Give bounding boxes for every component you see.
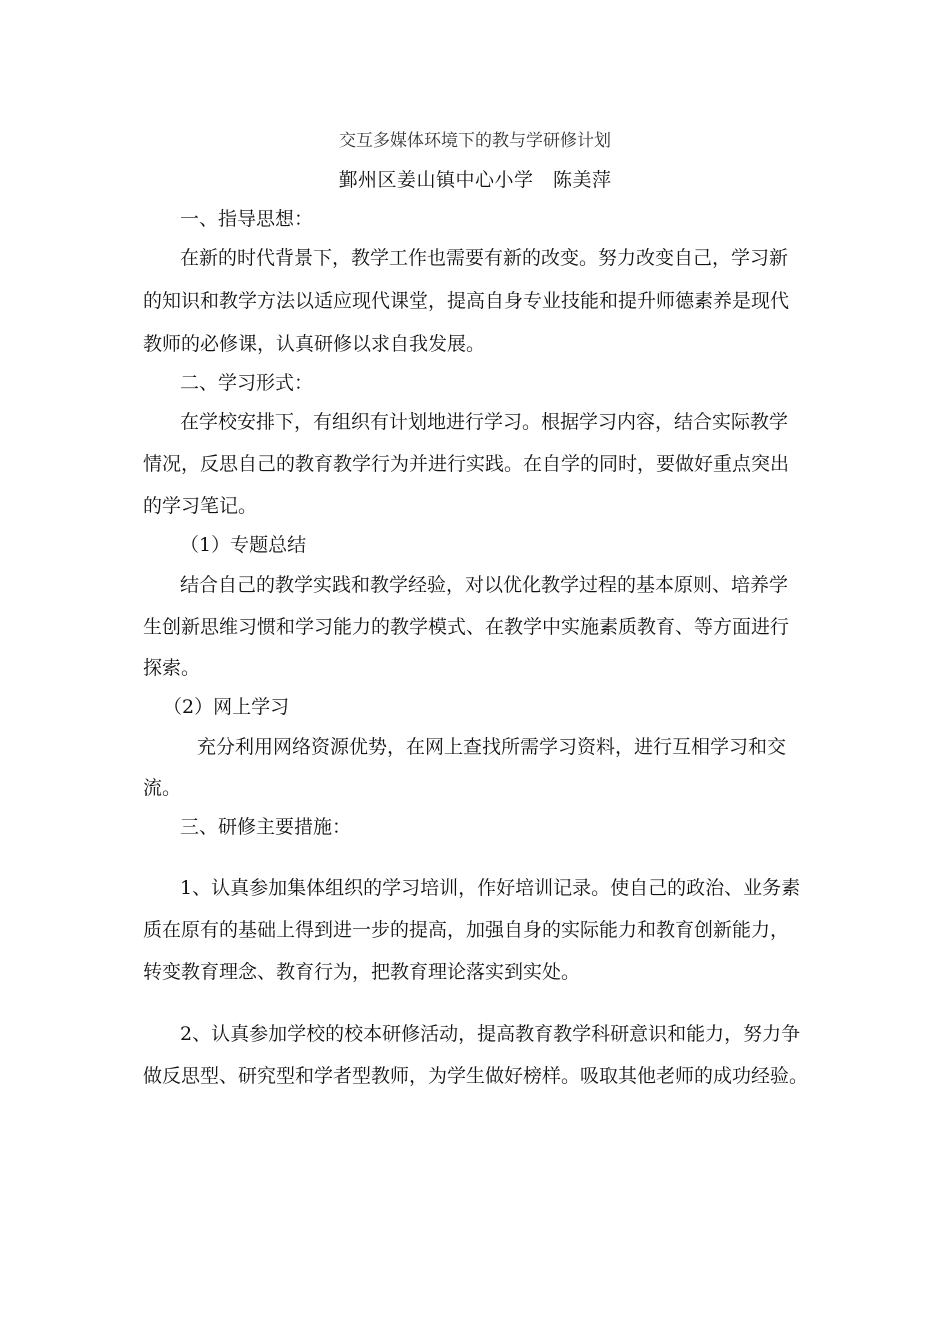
paragraph-line: 的学习笔记。	[143, 495, 258, 517]
subheading-topic-summary: （1）专题总结	[180, 534, 307, 556]
paragraph-line: 1、认真参加集体组织的学习培训，作好培训记录。使自己的政治、业务素	[180, 877, 801, 899]
paragraph-line: 结合自己的教学实践和教学经验，对以优化教学过程的基本原则、培养学	[180, 574, 789, 596]
subheading-online-learning: （2）网上学习	[163, 696, 290, 718]
paragraph-line: 充分利用网络资源优势，在网上查找所需学习资料，进行互相学习和交	[197, 736, 787, 758]
paragraph-line: 生创新思维习惯和学习能力的教学模式、在教学中实施素质教育、等方面进行	[143, 616, 790, 638]
document-title: 交互多媒体环境下的教与学研修计划	[339, 131, 611, 151]
paragraph-line: 教师的必修课，认真研修以求自我发展。	[143, 333, 486, 355]
paragraph-line: 探索。	[143, 657, 201, 679]
paragraph-line: 做反思型、研究型和学者型教师，为学生做好榜样。吸取其他老师的成功经验。	[143, 1065, 809, 1087]
document-author: 鄞州区姜山镇中心小学 陈美萍	[338, 169, 612, 191]
paragraph-line: 转变教育理念、教育行为，把教育理论落实到实处。	[143, 961, 581, 983]
paragraph-line: 质在原有的基础上得到进一步的提高，加强自身的实际能力和教育创新能力，	[143, 919, 790, 941]
section-heading-study-form: 二、学习形式：	[180, 372, 314, 394]
section-heading-measures: 三、研修主要措施：	[180, 816, 352, 838]
paragraph-line: 情况，反思自己的教育教学行为并进行实践。在自学的同时，要做好重点突出	[143, 453, 790, 475]
paragraph-line: 在学校安排下，有组织有计划地进行学习。根据学习内容，结合实际教学	[180, 411, 789, 433]
paragraph-line: 2、认真参加学校的校本研修活动，提高教育教学科研意识和能力，努力争	[180, 1023, 801, 1045]
section-heading-guiding-thought: 一、指导思想：	[180, 208, 314, 230]
paragraph-line: 的知识和教学方法以适应现代课堂，提高自身专业技能和提升师德素养是现代	[143, 290, 790, 312]
paragraph-line: 流。	[143, 777, 182, 799]
paragraph-line: 在新的时代背景下，教学工作也需要有新的改变。努力改变自己，学习新	[180, 247, 789, 269]
